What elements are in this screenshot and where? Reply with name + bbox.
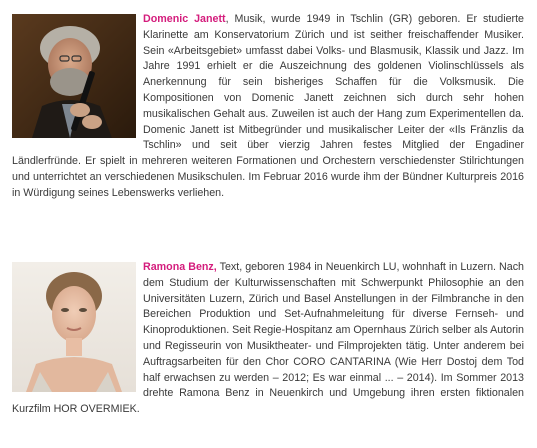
bio-benz-text: Text, geboren 1984 in Neuenkirch LU, wohnhaft in Luzern. Nach dem Studium der Kulturwissenschaften mit Schwerpunkt Philosophie an den Universitäten Luzern, Zürich und Basel Anstellungen in der Filmbranche in den Bereichen Produktion und Set-Aufnahmeleitung für diverse Fernseh- und Kinoproduktionen. Seit Regie-Hospitanz am Opernhaus Zürich selber als Autorin und Regisseurin von Musiktheater- und Filmprojekten tätig. Unter anderem bei Auftragsarbeiten für den Chor CORO CANTARINA (Wie Herr Dostoj dem Tod half erwachsen zu werden – 2012; Es war einmal ... – 2014). Im Sommer 2013 drehte Ramona Benz in Neuenkirch und Umgebung ihren ersten fiktionalen Kurzfilm HOR OVERMIEK.: [12, 261, 524, 416]
bio-janett-name: Domenic Janett: [143, 13, 226, 25]
bio-ramona-benz: [12, 260, 524, 418]
woman-portrait-photo: [12, 262, 136, 392]
bio-benz-name: Ramona Benz,: [143, 261, 217, 273]
bio-domenic-janett: [12, 12, 524, 202]
musician-with-clarinet-photo: [12, 14, 136, 138]
bio-janett-text: , Musik, wurde 1949 in Tschlin (GR) geboren. Er studierte Klarinette am Konservatorium Zürich und ist seither freischaffender Musiker. Sein «Arbeitsgebiet» umfasst dabei Volks- und Blasmusik, Klassik und Jazz. Im Jahre 1991 erhielt er die Auszeichnung des goldenen Violinschlüssels als Anerkennung für sein bisheriges Schaffen für die Volksmusik. Die Kompositionen von Domenic Janett zeichnen sich durch sehr hohen musikalischen Gehalt aus. Zuweilen ist auch der Hang zum Experimentellen da. Domenic Janett ist Mitbegründer und musikalischer Leiter der «Ils Fränzlis da Tschlin» und seit über vierzig Jahren festes Mitglied der Engadiner Ländlerfründe. Er spielt in mehreren weiteren Formationen und Orchestern verschiedenster Stilrichtungen und unterrichtet an verschiedenen Musikschulen. Im Februar 2016 wurde ihm der Bündner Kulturpreis 2016 in Würdigung seines Lebenswerks verliehen.: [12, 13, 524, 199]
